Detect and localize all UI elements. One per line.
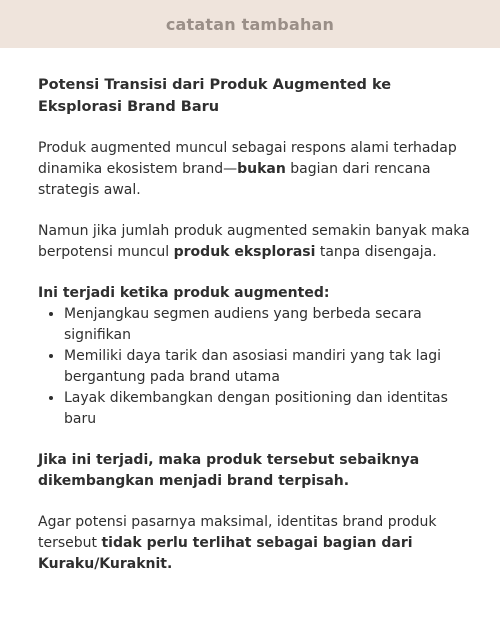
note-content (0, 48, 500, 575)
header-title: catatan tambahan (165, 14, 335, 34)
paragraph-1-text-c: bagian dari rencana strategis awal. (38, 161, 431, 198)
paragraph-3 (38, 450, 470, 492)
note-title: Potensi Transisi dari Produk Augmented ke Eksplorasi Brand Baru (38, 77, 392, 115)
paragraph-2-bold: produk eksplorasi (173, 244, 316, 260)
list-item: • Layak dikembangkan dengan positioning dan identitas baru (64, 388, 470, 430)
list-heading: Ini terjadi ketika produk augmented: (38, 285, 330, 301)
paragraph-1-bold: bukan (237, 161, 286, 177)
header-bar (0, 0, 500, 48)
paragraph-3-bold: Jika ini terjadi, maka produk tersebut sebaiknya dikembangkan menjadi brand terpisah. (38, 452, 420, 489)
paragraph-4-text-a: Agar potensi pasarnya maksimal, identitas brand produk tersebut (38, 514, 437, 551)
paragraph-1 (38, 138, 470, 201)
paragraph-4-bold: tidak perlu terlihat sebagai bagian dari Kuraku/Kuraknit. (38, 535, 413, 572)
paragraph-4 (38, 512, 470, 575)
list-item: • Memiliki daya tarik dan asosiasi mandiri yang tak lagi bergantung pada brand utama (64, 346, 470, 388)
paragraph-1-text-a: Produk augmented muncul sebagai respons alami terhadap dinamika ekosistem brand— (38, 140, 457, 177)
paragraph-2-text-a: Namun jika jumlah produk augmented semakin banyak maka berpotensi muncul (38, 223, 470, 260)
list-item: • Menjangkau segmen audiens yang berbeda secara signifikan (64, 304, 470, 346)
paragraph-2 (38, 221, 470, 263)
bullet-list (38, 304, 470, 430)
paragraph-2-text-c: tanpa disengaja. (315, 244, 437, 260)
